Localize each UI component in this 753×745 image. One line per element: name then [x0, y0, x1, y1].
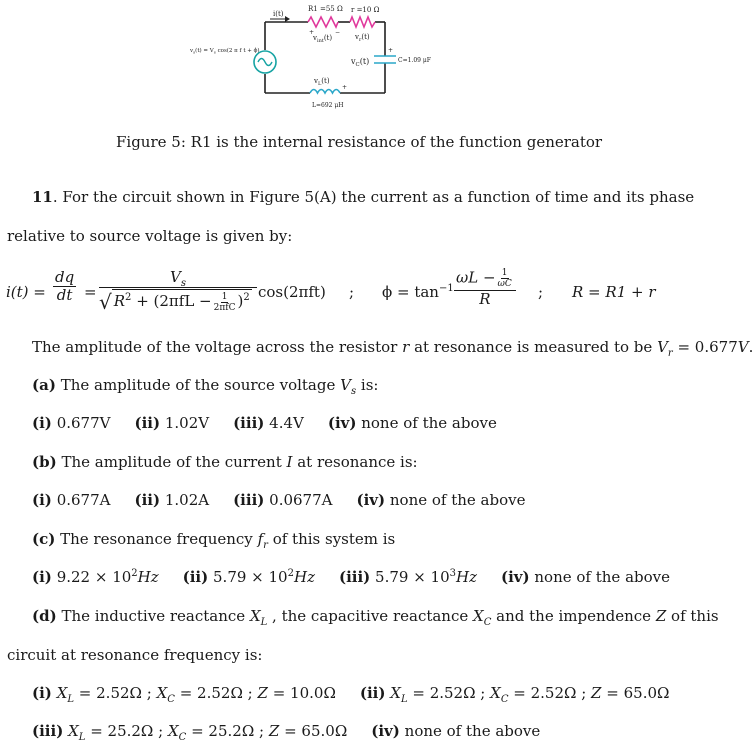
eq-cos: cos(2πft)	[258, 283, 326, 301]
part-c-option-1[interactable]: (i) $9.22 \times 10^2Hz$	[32, 568, 159, 586]
resistor-r1	[308, 17, 338, 27]
eq-phi: $\phi = \tan^{-1}$	[382, 283, 454, 301]
circuit-diagram	[0, 0, 680, 120]
part-d-option-1[interactable]: (i) $X_L = 2.52\Omega$ ; $X_C = 2.52\Omega$ ; Z = 10.0Ω	[32, 684, 336, 705]
figure-caption: Figure 5: R1 is the internal resistance of the function generator	[116, 133, 603, 151]
part-b-option-3[interactable]: (iii) 0.0677A	[233, 491, 333, 509]
question-intro-line2: relative to source voltage is given by:	[7, 227, 293, 245]
part-d-option-3[interactable]: (iii) $X_L = 25.2\Omega$ ; $X_C = 25.2\Omega$ ; Z = 65.0Ω	[32, 722, 348, 743]
part-a-question: (a) The amplitude of the source voltage $V_s$ is:	[32, 376, 379, 397]
part-b-option-1[interactable]: (i) 0.677A	[32, 491, 111, 509]
inductor	[310, 90, 340, 94]
label-vl: $v_L(t)$	[314, 77, 330, 87]
label-vc: $v_C(t)$	[351, 57, 370, 68]
part-a-option-1[interactable]: (i) 0.677V	[32, 414, 111, 432]
eq-phi-fraction: ωL − $\frac{1}{\omega C}$ R	[454, 268, 516, 307]
part-a-option-4[interactable]: (iv) none of the above	[327, 414, 497, 432]
eq-equals: =	[84, 283, 97, 301]
label-r: r =10 Ω	[351, 6, 380, 14]
eq-lhs: i(t) =	[6, 283, 46, 301]
part-c-option-3[interactable]: (iii) $5.79 \times 10^3Hz$	[338, 568, 477, 586]
part-d-question-line1: (d) The inductive reactance $X_L$ , the capacitive reactance $X_C$ and the impendence Z of this	[32, 607, 719, 628]
label-capacitance: C=1.09 μF	[398, 57, 431, 64]
part-c-option-4[interactable]: (iv) none of the above	[501, 568, 670, 586]
part-c-question: (c) The resonance frequency $f_r$ of this system is	[32, 530, 396, 551]
label-inductance: L=692 μH	[312, 102, 344, 109]
part-b-option-2[interactable]: (ii) 1.02A	[134, 491, 210, 509]
label-vint: $v_{int}(t)$	[313, 34, 333, 44]
ac-source	[254, 51, 276, 73]
part-d-question-line2: circuit at resonance frequency is:	[7, 646, 263, 664]
part-a-option-3[interactable]: (iii) 4.4V	[233, 414, 304, 432]
eq-dq-dt: $\frac{dq}{dt}$	[55, 268, 75, 304]
eq-r-definition: R = R1 + r	[572, 283, 656, 301]
equation-row	[6, 268, 674, 318]
part-d-options-row1	[32, 684, 670, 705]
question-intro-text: . For the circuit shown in Figure 5(A) the current as a function of time and its phase	[52, 188, 695, 206]
given-statement: The amplitude of the voltage across the resistor r at resonance is measured to be $V_r = 0.677V$.	[32, 338, 753, 359]
label-plus-r1: +	[309, 29, 315, 36]
part-b-option-4[interactable]: (iv) none of the above	[356, 491, 526, 509]
question-number: 11	[32, 188, 53, 206]
part-b-question: (b) The amplitude of the current I at resonance is:	[32, 453, 418, 471]
capacitor	[374, 56, 396, 63]
resistor-r	[350, 17, 375, 27]
label-plus-l: +	[342, 84, 348, 91]
part-a-options	[32, 414, 497, 432]
label-minus-r1: −	[335, 29, 341, 36]
question-intro-line1	[32, 188, 694, 206]
label-current: i(t)	[273, 10, 284, 18]
eq-separator-1: ;	[349, 283, 355, 301]
part-b-options	[32, 491, 525, 509]
label-r1: R1 =55 Ω	[308, 5, 343, 13]
part-d-option-4[interactable]: (iv) none of the above	[371, 722, 541, 740]
part-d-option-2[interactable]: (ii) $X_L = 2.52\Omega$ ; $X_C = 2.52\Omega$ ; Z = 65.0Ω	[359, 684, 670, 705]
label-plus-c: +	[388, 47, 394, 54]
label-vr: $v_r(t)$	[355, 33, 370, 43]
part-c-option-2[interactable]: (ii) $5.79 \times 10^2Hz$	[182, 568, 315, 586]
label-source: $v_s(t) = V_s$ cos(2 π f t + ϕ)	[190, 48, 260, 55]
part-a-option-2[interactable]: (ii) 1.02V	[134, 414, 210, 432]
eq-separator-2: ;	[538, 283, 544, 301]
part-d-options-row2	[32, 722, 541, 743]
eq-main-fraction: $V_s$ √ $R^2 + (2\pi fL$ − $\frac{1}{\text{2πfC}}$ )$^2$	[99, 268, 257, 313]
part-c-options	[32, 568, 670, 586]
